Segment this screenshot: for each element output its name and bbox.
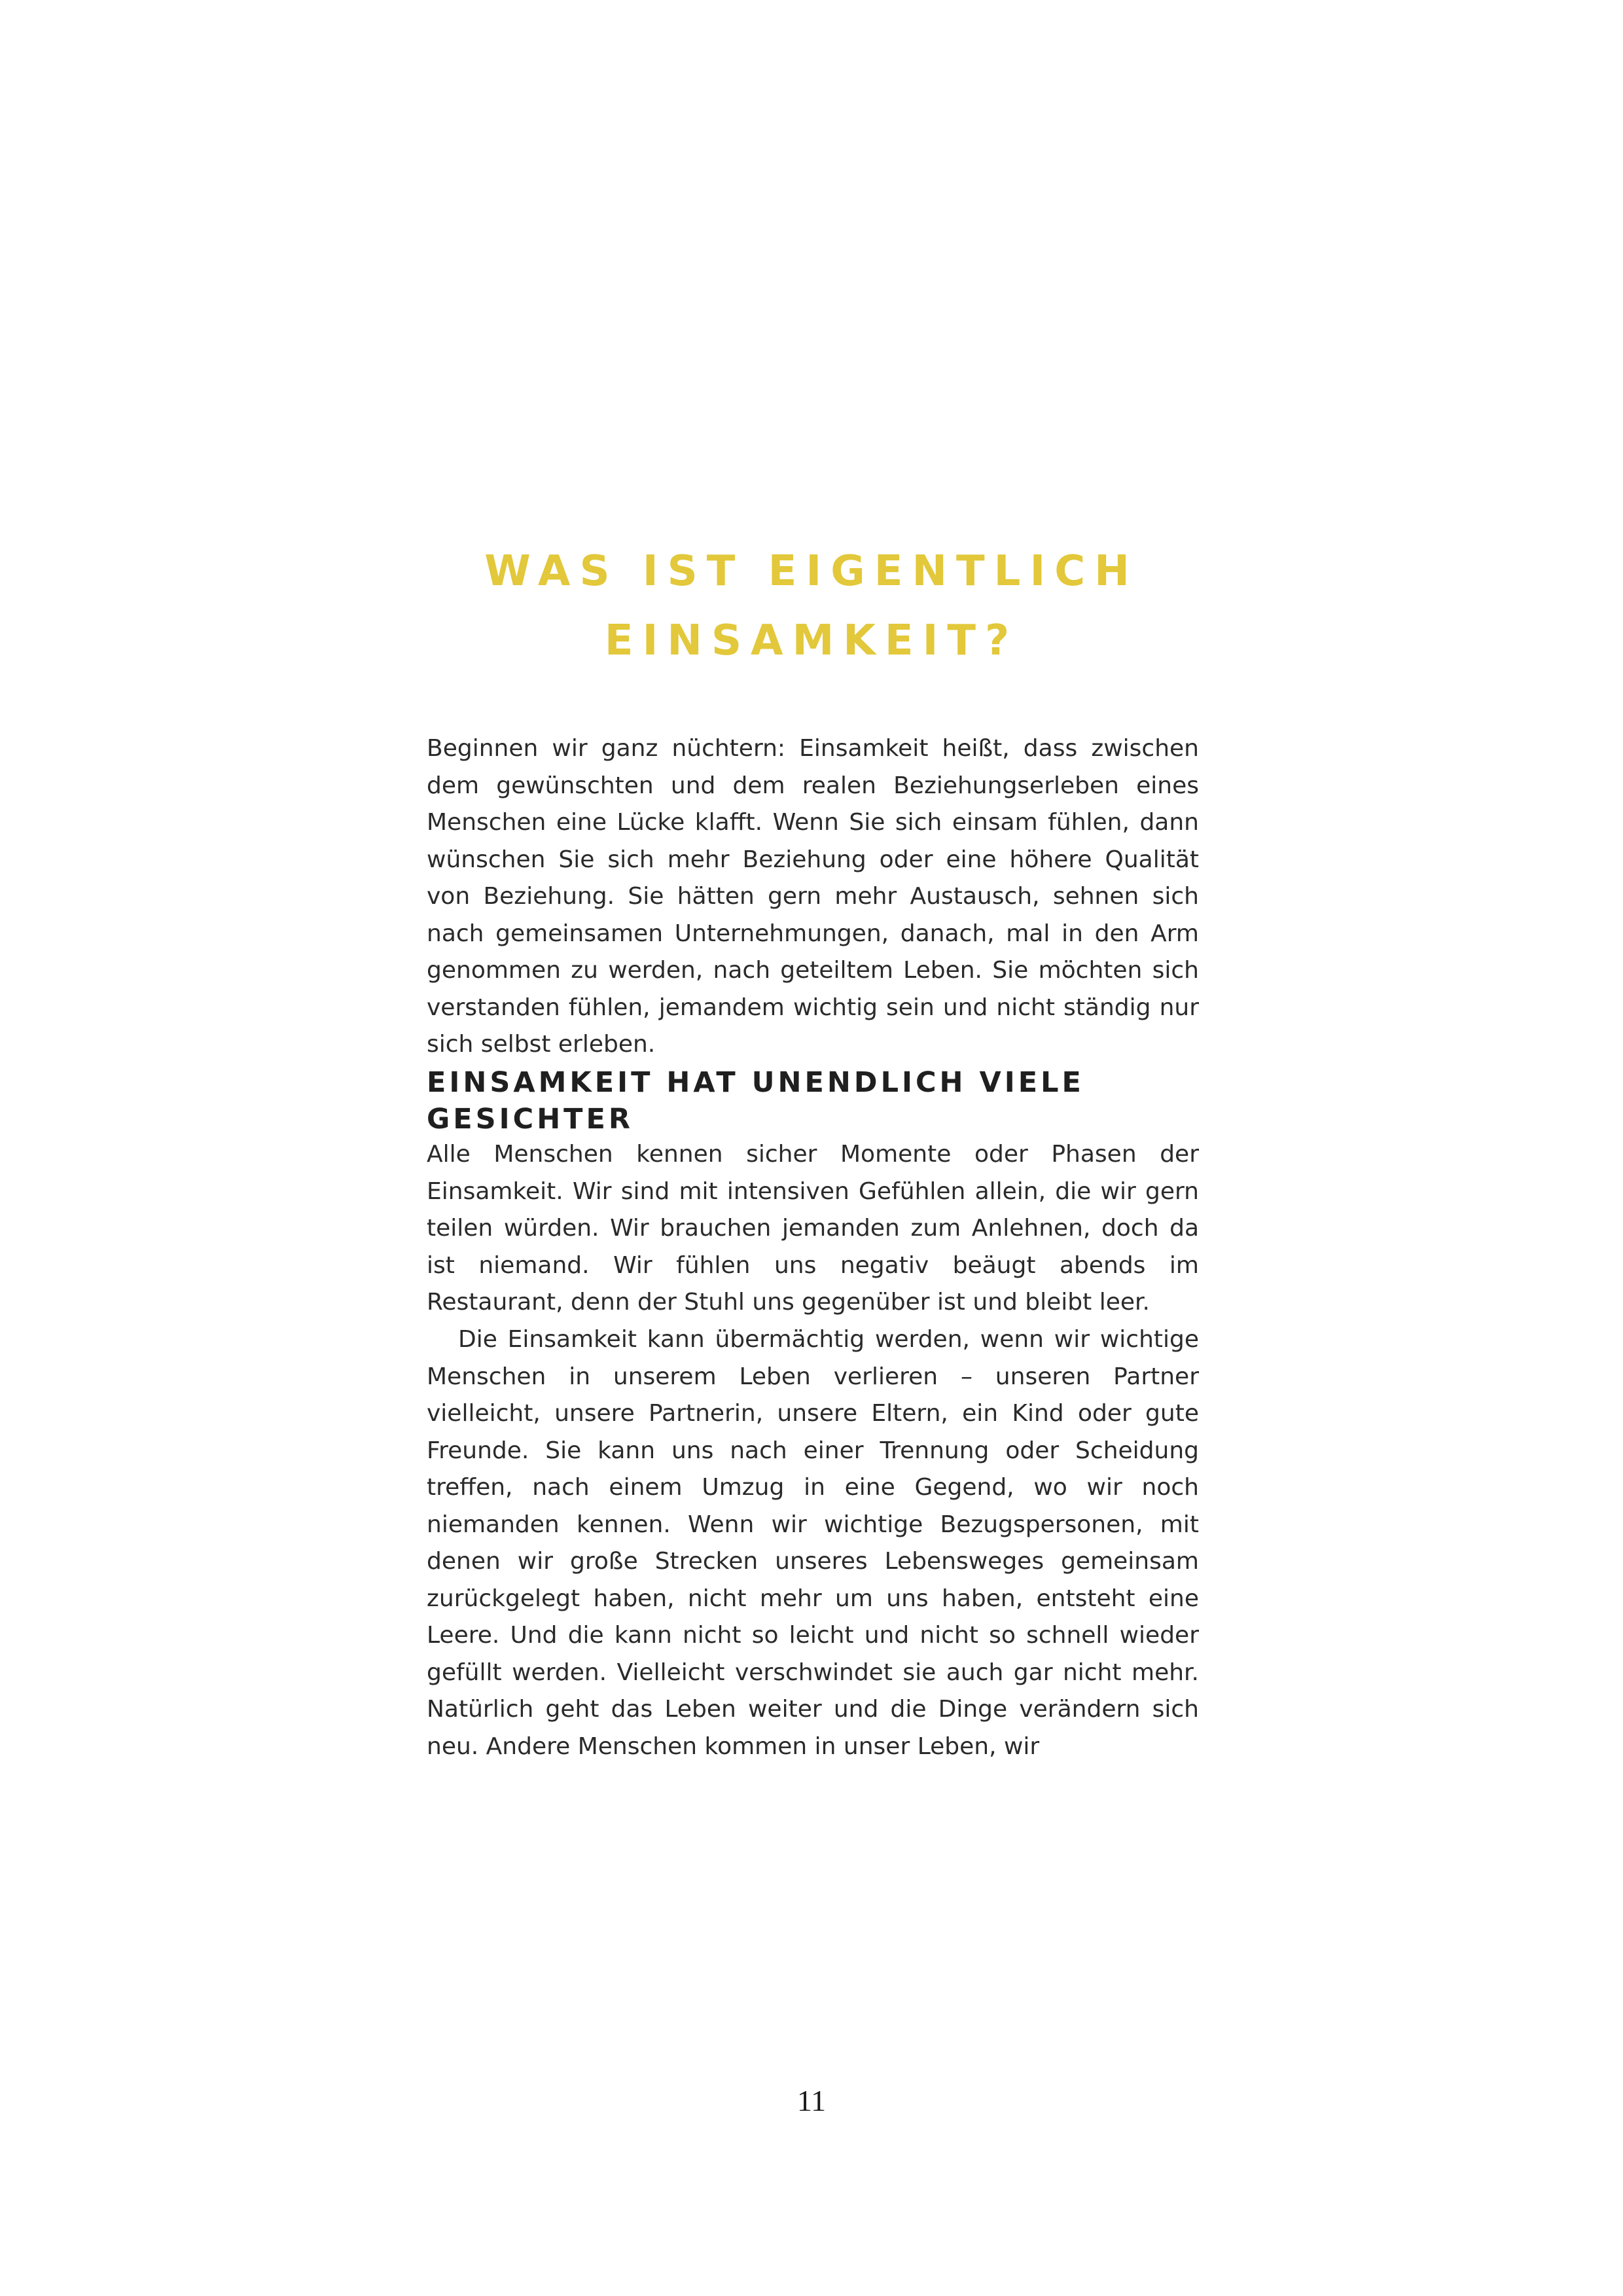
chapter-title-line-2: EINSAMKEIT?	[604, 617, 1019, 665]
intro-paragraph: Beginnen wir ganz nüchtern: Einsamkeit heißt, dass zwischen dem gewünschten und dem realen Beziehungserleben eines Menschen eine Lücke klafft. Wenn Sie sich einsam fühlen, dann wünschen Sie sich mehr Beziehung oder eine höhere Qualität von Beziehung. Sie hätten gern mehr Austausch, sehnen sich nach gemeinsamen Unternehmungen, danach, mal in den Arm genommen zu werden, nach geteiltem Leben. Sie möchten sich verstanden fühlen, jemandem wichtig sein und nicht ständig nur sich selbst erleben.	[427, 735, 1199, 1058]
page-number: 11	[796, 2084, 827, 2117]
section-paragraph-1: Alle Menschen kennen sicher Momente oder Phasen der Einsamkeit. Wir sind mit intensiven Gefühlen allein, die wir gern teilen würden. Wir brauchen jemanden zum Anlehnen, doch da ist niemand. Wir fühlen uns negativ beäugt abends im Restaurant, denn der Stuhl uns gegenüber ist und bleibt leer.	[427, 1141, 1199, 1316]
section-heading	[427, 1064, 1199, 1138]
section-heading-line-2: GESICHTER	[427, 1103, 633, 1136]
section-heading-line-1: EINSAMKEIT HAT UNENDLICH VIELE	[427, 1066, 1084, 1099]
chapter-title-line-1: WAS IST EIGENTLICH	[484, 547, 1139, 596]
section-paragraph-2: Die Einsamkeit kann übermächtig werden, wenn wir wichtige Menschen in unserem Leben verlieren – unseren Partner vielleicht, unsere Partnerin, unsere Eltern, ein Kind oder gute Freunde. Sie kann uns nach einer Trennung oder Scheidung treffen, nach einem Umzug in eine Gegend, wo wir noch niemanden kennen. Wenn wir wichtige Bezugspersonen, mit denen wir große Strecken unseres Lebensweges gemeinsam zurückgelegt haben, nicht mehr um uns haben, entsteht eine Leere. Und die kann nicht so leicht und nicht so schnell wieder gefüllt werden. Vielleicht verschwindet sie auch gar nicht mehr. Natürlich geht das Leben weiter und die Dinge verändern sich neu. Andere Menschen kommen in unser Leben, wir	[427, 1326, 1199, 1760]
chapter-title	[366, 537, 1257, 675]
